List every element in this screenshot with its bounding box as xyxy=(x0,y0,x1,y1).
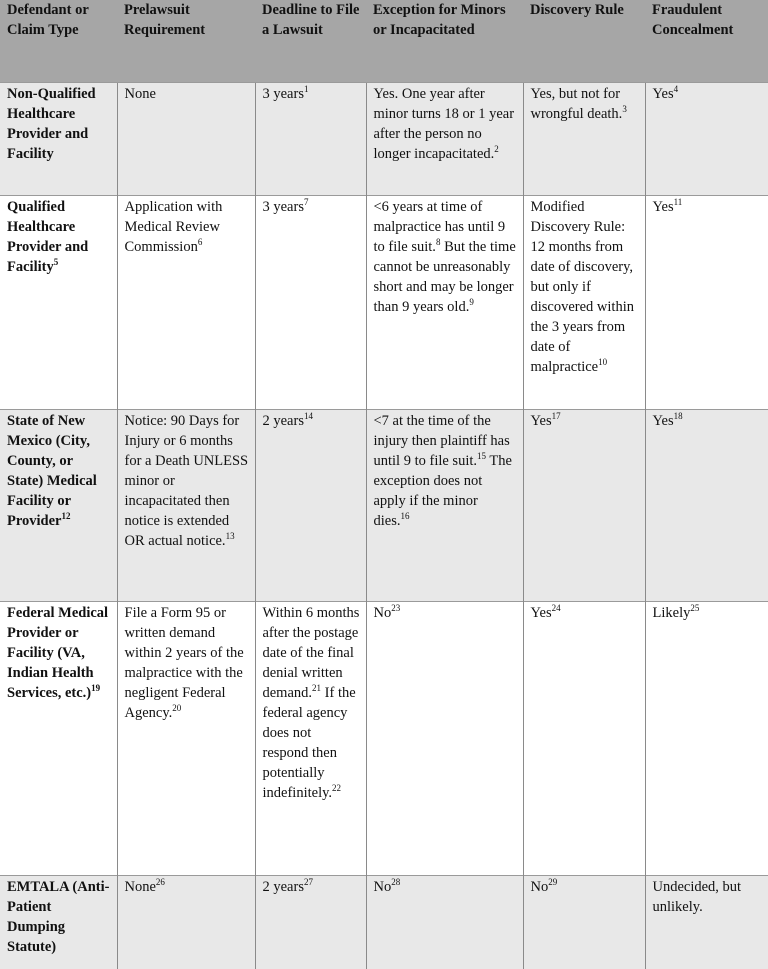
footnote-ref: 6 xyxy=(198,237,203,247)
cell-deadline: 3 years$^7$ xyxy=(255,196,366,410)
footnote-ref: 22 xyxy=(332,783,341,793)
footnote-ref: 29 xyxy=(548,877,557,887)
cell-discovery: No$^{29}$ xyxy=(523,876,645,969)
cell-minors: <7 at the time of the injury then plaintiff has until 9 to file suit.$^{15}$ The exception does not apply if the minor dies.$^{16}$ xyxy=(366,410,523,602)
footnote-ref: 17 xyxy=(552,411,561,421)
header-fraud: Fraudulent Concealment xyxy=(645,0,768,83)
cell-discovery: Yes, but not for wrongful death.$^3$ xyxy=(523,83,645,196)
footnote-ref: 15 xyxy=(477,451,486,461)
footnote-ref: 24 xyxy=(552,603,561,613)
footnote-ref: 12 xyxy=(62,511,71,521)
footnote-ref: 1 xyxy=(304,84,309,94)
cell-fraud: Undecided, but unlikely. xyxy=(645,876,768,969)
cell-prelawsuit: Application with Medical Review Commission$^6$ xyxy=(117,196,255,410)
cell-defendant: EMTALA (Anti-Patient Dumping Statute) xyxy=(0,876,117,969)
cell-deadline: 3 years$^1$ xyxy=(255,83,366,196)
footnote-ref: 20 xyxy=(172,703,181,713)
table-row xyxy=(0,196,768,410)
table-row xyxy=(0,83,768,196)
footnote-ref: 9 xyxy=(469,297,474,307)
cell-defendant: Non-Qualified Healthcare Provider and Facility xyxy=(0,83,117,196)
cell-minors: No$^{23}$ xyxy=(366,602,523,876)
footnote-ref: 7 xyxy=(304,197,309,207)
footnote-ref: 21 xyxy=(312,683,321,693)
footnote-ref: 28 xyxy=(391,877,400,887)
header-deadline: Deadline to File a Lawsuit xyxy=(255,0,366,83)
cell-fraud: Likely$^{25}$ xyxy=(645,602,768,876)
footnote-ref: 16 xyxy=(400,511,409,521)
cell-prelawsuit: None xyxy=(117,83,255,196)
footnote-ref: 8 xyxy=(436,237,441,247)
header-defendant: Defendant or Claim Type xyxy=(0,0,117,83)
header-row xyxy=(0,0,768,83)
cell-minors: <6 years at time of malpractice has until 9 to file suit.$^8$ But the time cannot be unreasonably short and may be longer than 9 years old.$^9$ xyxy=(366,196,523,410)
cell-defendant: Federal Medical Provider or Facility (VA, Indian Health Services, etc.)$^{19}$ xyxy=(0,602,117,876)
footnote-ref: 23 xyxy=(391,603,400,613)
cell-deadline: 2 years$^{14}$ xyxy=(255,410,366,602)
table-row xyxy=(0,876,768,969)
cell-discovery: Modified Discovery Rule: 12 months from date of discovery, but only if discovered within the 3 years from date of malpractice$^{10}$ xyxy=(523,196,645,410)
footnote-ref: 3 xyxy=(622,104,627,114)
cell-defendant: State of New Mexico (City, County, or State) Medical Facility or Provider$^{12}$ xyxy=(0,410,117,602)
footnote-ref: 5 xyxy=(54,257,59,267)
footnote-ref: 25 xyxy=(690,603,699,613)
table-row xyxy=(0,602,768,876)
footnote-ref: 13 xyxy=(226,531,235,541)
footnote-ref: 27 xyxy=(304,877,313,887)
header-prelawsuit: Prelawsuit Requirement xyxy=(117,0,255,83)
footnote-ref: 18 xyxy=(674,411,683,421)
table-row xyxy=(0,410,768,602)
cell-prelawsuit: File a Form 95 or written demand within 2 years of the malpractice with the negligent Federal Agency.$^{20}$ xyxy=(117,602,255,876)
cell-deadline: 2 years$^{27}$ xyxy=(255,876,366,969)
header-discovery: Discovery Rule xyxy=(523,0,645,83)
footnote-ref: 19 xyxy=(91,683,100,693)
cell-fraud: Yes$^{18}$ xyxy=(645,410,768,602)
cell-minors: Yes. One year after minor turns 18 or 1 year after the person no longer incapacitated.$^2$ xyxy=(366,83,523,196)
cell-prelawsuit: Notice: 90 Days for Injury or 6 months for a Death UNLESS minor or incapacitated then notice is extended OR actual notice.$^{13}$ xyxy=(117,410,255,602)
cell-deadline: Within 6 months after the postage date of the final denial written demand.$^{21}$ If the federal agency does not respond then potentially indefinitely.$^{22}$ xyxy=(255,602,366,876)
header-minors: Exception for Minors or Incapacitated xyxy=(366,0,523,83)
cell-fraud: Yes$^4$ xyxy=(645,83,768,196)
footnote-ref: 11 xyxy=(674,197,683,207)
cell-discovery: Yes$^{24}$ xyxy=(523,602,645,876)
footnote-ref: 2 xyxy=(494,144,499,154)
footnote-ref: 4 xyxy=(674,84,679,94)
cell-fraud: Yes$^{11}$ xyxy=(645,196,768,410)
cell-prelawsuit: None$^{26}$ xyxy=(117,876,255,969)
cell-discovery: Yes$^{17}$ xyxy=(523,410,645,602)
footnote-ref: 10 xyxy=(598,357,607,367)
cell-minors: No$^{28}$ xyxy=(366,876,523,969)
cell-defendant: Qualified Healthcare Provider and Facility$^5$ xyxy=(0,196,117,410)
footnote-ref: 14 xyxy=(304,411,313,421)
footnote-ref: 26 xyxy=(156,877,165,887)
